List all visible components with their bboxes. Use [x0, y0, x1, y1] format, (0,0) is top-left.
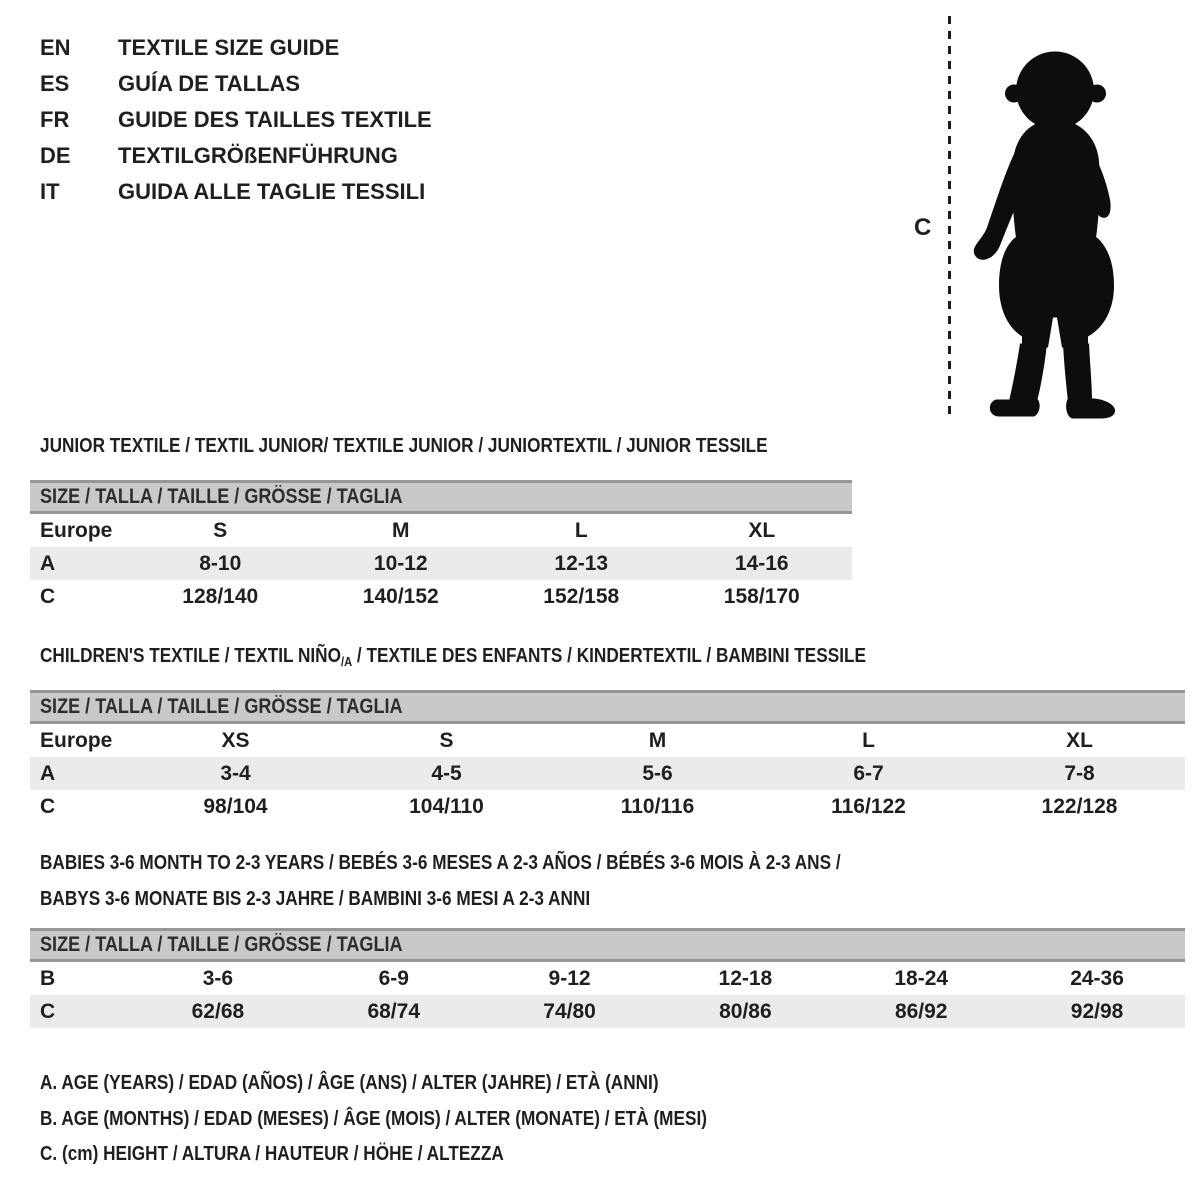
size-header-text: SIZE / TALLA / TAILLE / GRÖSSE / TAGLIA [40, 485, 403, 508]
guide-title: GUÍA DE TALLAS [118, 71, 301, 96]
legend-text-b: B. AGE (MONTHS) / EDAD (MESES) / ÂGE (MOIS) / ALTER (MONATE) / ETÀ (MESI) [40, 1108, 707, 1130]
cell-value: L [862, 728, 875, 752]
table-junior [30, 480, 852, 613]
row-label: C [40, 999, 56, 1023]
table-row-age [30, 757, 1185, 790]
height-measure-label: C [914, 214, 932, 241]
cell-value: 152/158 [543, 584, 620, 608]
cell-value: 122/128 [1041, 794, 1118, 818]
table-row-height [30, 995, 1185, 1028]
height-measure-line [948, 16, 951, 418]
legend-text-c: C. (cm) HEIGHT / ALTURA / HAUTEUR / HÖHE / ALTEZZA [40, 1143, 504, 1165]
cell-value: 74/80 [543, 999, 596, 1023]
row-label: Europe [40, 728, 113, 752]
title-suffix: / TEXTILE DES ENFANTS / KINDERTEXTIL / BAMBINI TESSILE [352, 645, 866, 667]
language-code: FR [40, 107, 70, 132]
cell-value: 104/110 [409, 794, 484, 818]
cell-value: M [392, 518, 410, 542]
cell-value: XL [1066, 728, 1093, 752]
cell-value: 92/98 [1070, 999, 1124, 1023]
cell-value: 7-8 [1064, 761, 1095, 785]
size-header-bar [30, 690, 1185, 724]
language-code: IT [40, 179, 60, 204]
language-row [40, 102, 432, 138]
title-prefix: CHILDREN'S TEXTILE / TEXTIL NIÑO [40, 645, 341, 667]
guide-title: TEXTILGRÖßENFÜHRUNG [118, 143, 398, 168]
section-title-children-text [40, 643, 866, 675]
cell-value: 18-24 [894, 966, 949, 990]
table-row-europe [30, 724, 1185, 757]
cell-value: 98/104 [203, 794, 268, 818]
legend-line-a [40, 1070, 759, 1096]
cell-value: 68/74 [367, 999, 421, 1023]
table-babies [30, 928, 1185, 1028]
cell-value: 5-6 [642, 761, 673, 785]
row-label: A [40, 551, 56, 575]
legend-line-b [40, 1106, 816, 1132]
size-header-bar [30, 480, 852, 514]
section-title-babies-text2: BABYS 3-6 MONATE BIS 2-3 JAHRE / BAMBINI 3-6 MESI A 2-3 ANNI [40, 888, 591, 910]
row-label: C [40, 794, 56, 818]
table-children [30, 690, 1185, 823]
cell-value: 9-12 [548, 966, 591, 990]
cell-value: 3-6 [202, 966, 234, 990]
cell-value: 116/122 [831, 794, 906, 818]
cell-value: S [439, 728, 454, 752]
cell-value: 6-7 [853, 761, 884, 785]
language-row [40, 138, 432, 174]
legend-line-c [40, 1141, 579, 1167]
cell-value: 3-4 [220, 761, 251, 785]
language-code: DE [40, 143, 71, 168]
section-title-babies-text1: BABIES 3-6 MONTH TO 2-3 YEARS / BEBÉS 3-6 MESES A 2-3 AÑOS / BÉBÉS 3-6 MOIS À 2-3 ANS / [40, 852, 841, 874]
title-subscript: /A [340, 654, 353, 669]
cell-value: 12-18 [718, 966, 773, 990]
table-row-europe [30, 514, 852, 547]
cell-value: 86/92 [894, 999, 948, 1023]
row-label: C [40, 584, 56, 608]
row-label: Europe [40, 518, 113, 542]
cell-value: 8-10 [199, 551, 242, 575]
cell-value: 80/86 [719, 999, 772, 1023]
cell-value: M [648, 728, 667, 752]
size-header-bar [30, 928, 1185, 962]
row-label: A [40, 761, 56, 785]
table-row-months [30, 962, 1185, 995]
cell-value: 4-5 [431, 761, 462, 785]
cell-value: 128/140 [182, 584, 259, 608]
size-header-text: SIZE / TALLA / TAILLE / GRÖSSE / TAGLIA [40, 933, 403, 956]
size-header-text: SIZE / TALLA / TAILLE / GRÖSSE / TAGLIA [40, 695, 403, 718]
legend-text-a: A. AGE (YEARS) / EDAD (AÑOS) / ÂGE (ANS) / ALTER (JAHRE) / ETÀ (ANNI) [40, 1072, 659, 1094]
language-row [40, 66, 432, 102]
section-title-children [40, 643, 1000, 675]
cell-value: 158/170 [723, 584, 800, 608]
cell-value: S [213, 518, 228, 542]
cell-value: 6-9 [378, 966, 409, 990]
guide-title: TEXTILE SIZE GUIDE [118, 35, 340, 60]
cell-value: 110/116 [620, 794, 695, 818]
toddler-silhouette [958, 46, 1148, 424]
cell-value: L [574, 518, 588, 542]
cell-value: 62/68 [191, 999, 245, 1023]
language-row [40, 174, 432, 210]
guide-title: GUIDE DES TAILLES TEXTILE [118, 107, 432, 132]
section-title-junior [40, 433, 886, 459]
cell-value: 14-16 [734, 551, 789, 575]
guide-title: GUIDA ALLE TAGLIE TESSILI [118, 179, 426, 204]
section-title-babies-line1 [40, 850, 971, 876]
language-code: EN [40, 35, 71, 60]
cell-value: 10-12 [373, 551, 428, 575]
table-row-height [30, 580, 852, 613]
row-label: B [40, 966, 56, 990]
language-title-list [40, 30, 432, 210]
cell-value: 140/152 [362, 584, 439, 608]
table-row-height [30, 790, 1185, 823]
section-title-junior-text: JUNIOR TEXTILE / TEXTIL JUNIOR/ TEXTILE JUNIOR / JUNIORTEXTIL / JUNIOR TESSILE [40, 435, 768, 457]
cell-value: 12-13 [554, 551, 609, 575]
cell-value: XL [748, 518, 776, 542]
table-row-age [30, 547, 852, 580]
language-code: ES [40, 71, 70, 96]
language-row [40, 30, 432, 66]
cell-value: 24-36 [1070, 966, 1124, 990]
cell-value: XS [221, 728, 250, 752]
section-title-babies-line2 [40, 886, 680, 912]
